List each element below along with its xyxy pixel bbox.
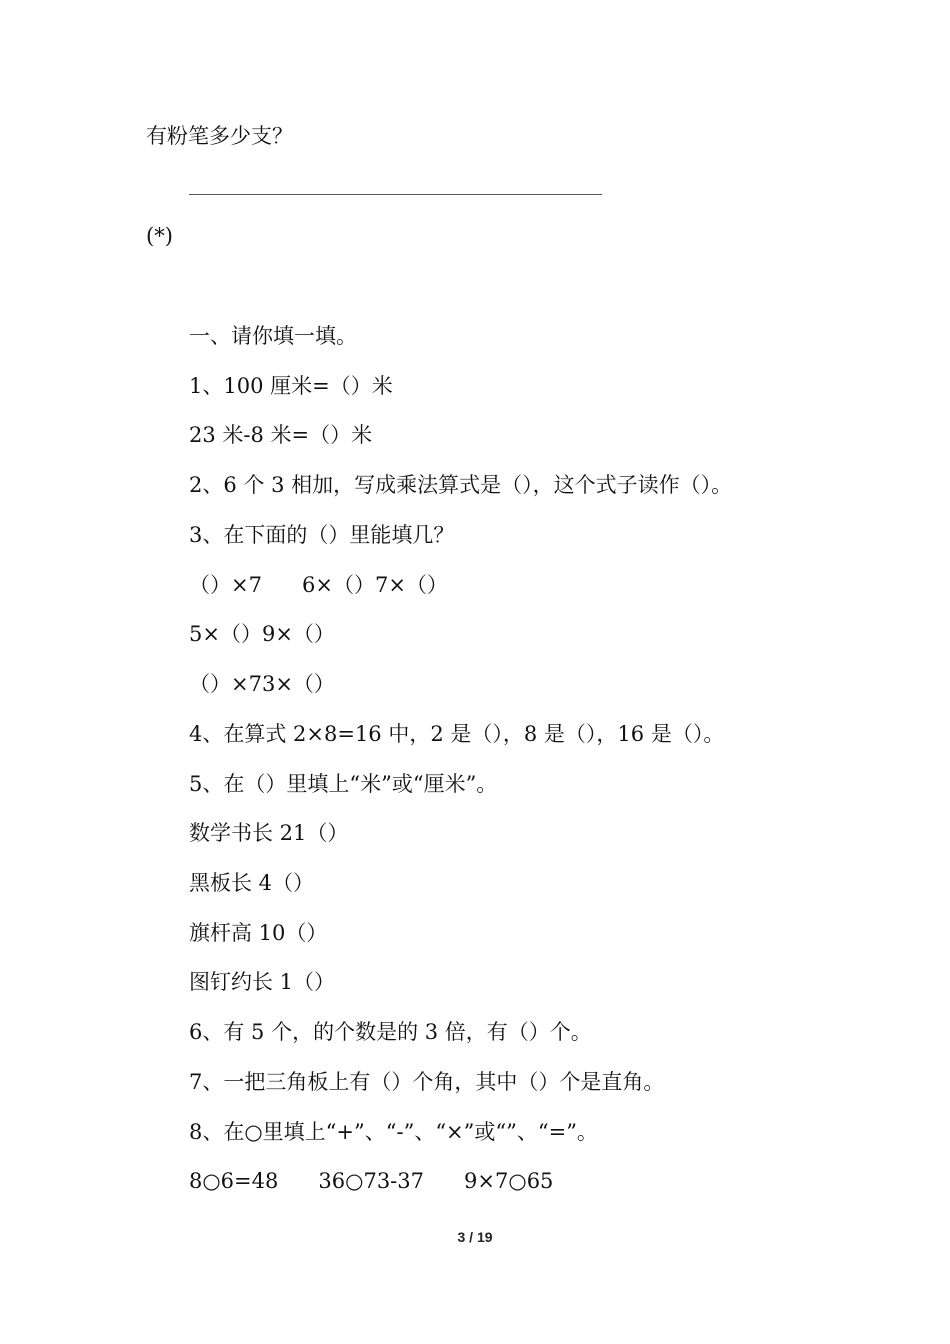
intro-text: 有粉笔多少支？ — [146, 124, 293, 148]
question-2: 2、6 个 3 相加，写成乘法算式是（），这个式子读作（）。 — [189, 473, 733, 497]
answer-line — [189, 194, 602, 195]
page-number: 3 / 19 — [457, 1229, 493, 1245]
question-5-item-2: 黑板长 4（） — [189, 871, 315, 895]
question-6: 6、有 5 个，的个数是的 3 倍，有（）个。 — [189, 1020, 592, 1044]
question-5-item-4: 图钉约长 1（） — [189, 970, 336, 994]
section-title: 一、请你填一填。 — [189, 324, 357, 348]
question-3-row-2: 5×（）9×（） — [189, 622, 335, 646]
question-5-item-1: 数学书长 21（） — [189, 821, 349, 845]
section-marker: (*) — [146, 224, 173, 248]
question-8: 8、在○里填上“+”、“-”、“×”或“”、“=”。 — [189, 1120, 598, 1144]
question-4: 4、在算式 2×8=16 中，2 是（），8 是（），16 是（）。 — [189, 722, 725, 746]
question-5: 5、在（）里填上“米”或“厘米”。 — [189, 772, 498, 796]
question-7: 7、一把三角板上有（）个角，其中（）个是直角。 — [189, 1070, 665, 1094]
question-1-part-2: 23 米-8 米=（）米 — [189, 423, 373, 447]
question-1: 1、100 厘米=（）米 — [189, 374, 393, 398]
question-3: 3、在下面的（）里能填几？ — [189, 523, 455, 547]
question-5-item-3: 旗杆高 10（） — [189, 921, 328, 945]
question-3-row-3: （）×73×（） — [189, 672, 335, 696]
question-8-row: 8○6=48 36○73-37 9×7○65 — [189, 1169, 554, 1193]
question-3-row-1: （）×7 6×（）7×（） — [189, 573, 448, 597]
